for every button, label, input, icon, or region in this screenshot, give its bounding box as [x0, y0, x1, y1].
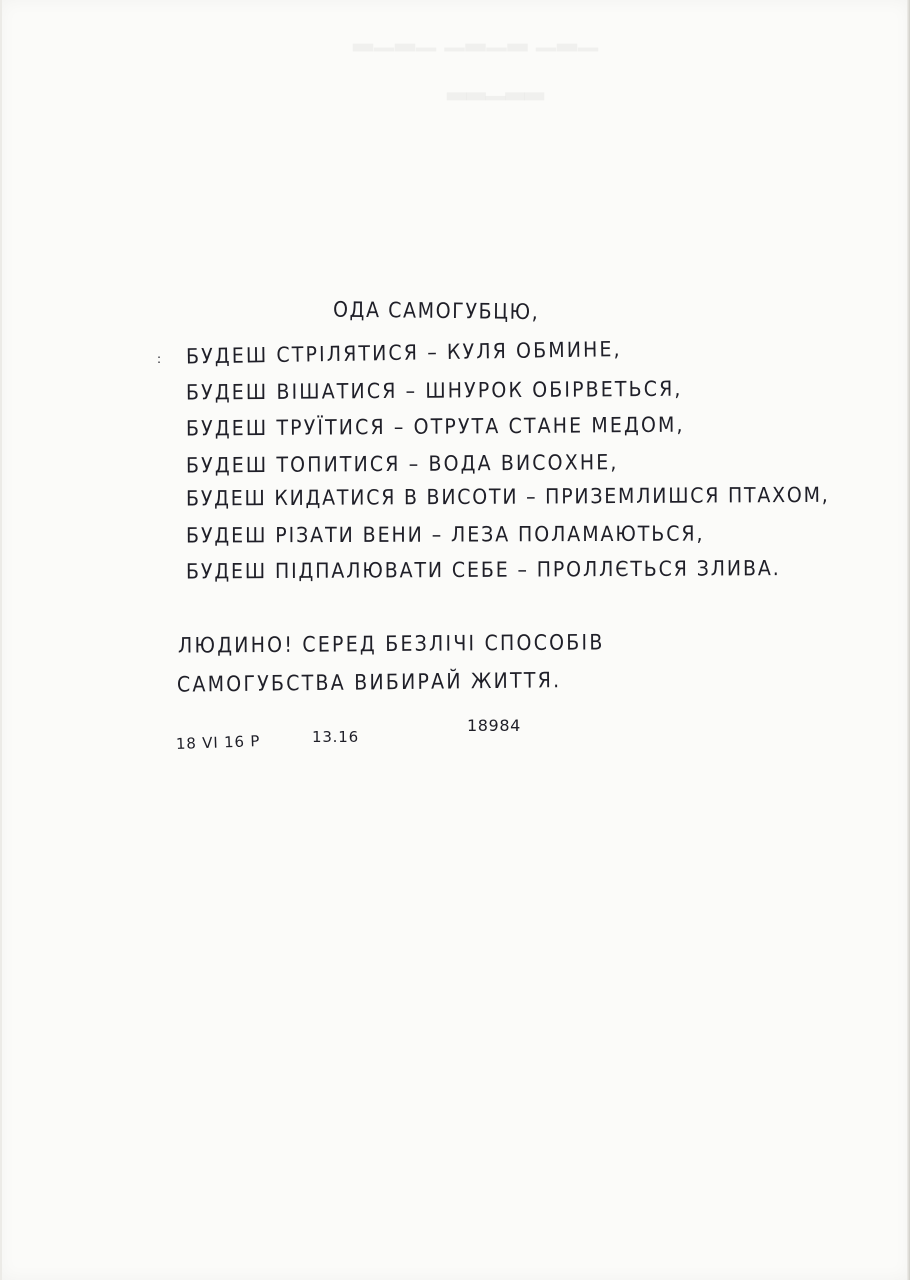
poem-verse-line-5: БУДЕШ КИДАТИСЯ В ВИСОТИ – ПРИЗЕМЛИШСЯ ПТАХОМ,: [185, 483, 830, 512]
bleed-through-text-top: ▁▂▁ ▂▁▂▁ ▁▂▁▂: [352, 22, 598, 51]
poem-verse-line-6: БУДЕШ РІЗАТИ ВЕНИ – ЛЕЗА ПОЛАМАЮТЬСЯ,: [185, 521, 705, 549]
closing-line-1: ЛЮДИНО! СЕРЕД БЕЗЛІЧІ СПОСОБІВ: [177, 630, 605, 659]
sheet-left-edge: [0, 0, 2, 1280]
closing-line-2: САМОГУБСТВА ВИБИРАЙ ЖИТТЯ.: [176, 668, 562, 698]
poem-verse-line-3: БУДЕШ ТРУЇТИСЯ – ОТРУТА СТАНЕ МЕДОМ,: [185, 413, 685, 442]
poem-verse-line-1: БУДЕШ СТРІЛЯТИСЯ – КУЛЯ ОБМИНЕ,: [185, 337, 622, 370]
margin-mark: :: [157, 352, 162, 366]
handwritten-date: 18 VI 16 Р: [175, 732, 261, 753]
poem-title: ОДА САМОГУБЦЮ,: [332, 297, 540, 325]
handwritten-number: 18984: [467, 716, 521, 735]
bleed-through-text-second: ▂▂▁▂▂: [446, 74, 544, 100]
poem-verse-line-2: БУДЕШ ВІШАТИСЯ – ШНУРОК ОБІРВЕТЬСЯ,: [185, 377, 683, 406]
poem-verse-line-7: БУДЕШ ПІДПАЛЮВАТИ СЕБЕ – ПРОЛЛЄТЬСЯ ЗЛИВА.: [185, 556, 781, 585]
handwritten-time: 13.16: [312, 728, 359, 746]
poem-verse-line-4: БУДЕШ ТОПИТИСЯ – ВОДА ВИСОХНЕ,: [185, 450, 619, 479]
